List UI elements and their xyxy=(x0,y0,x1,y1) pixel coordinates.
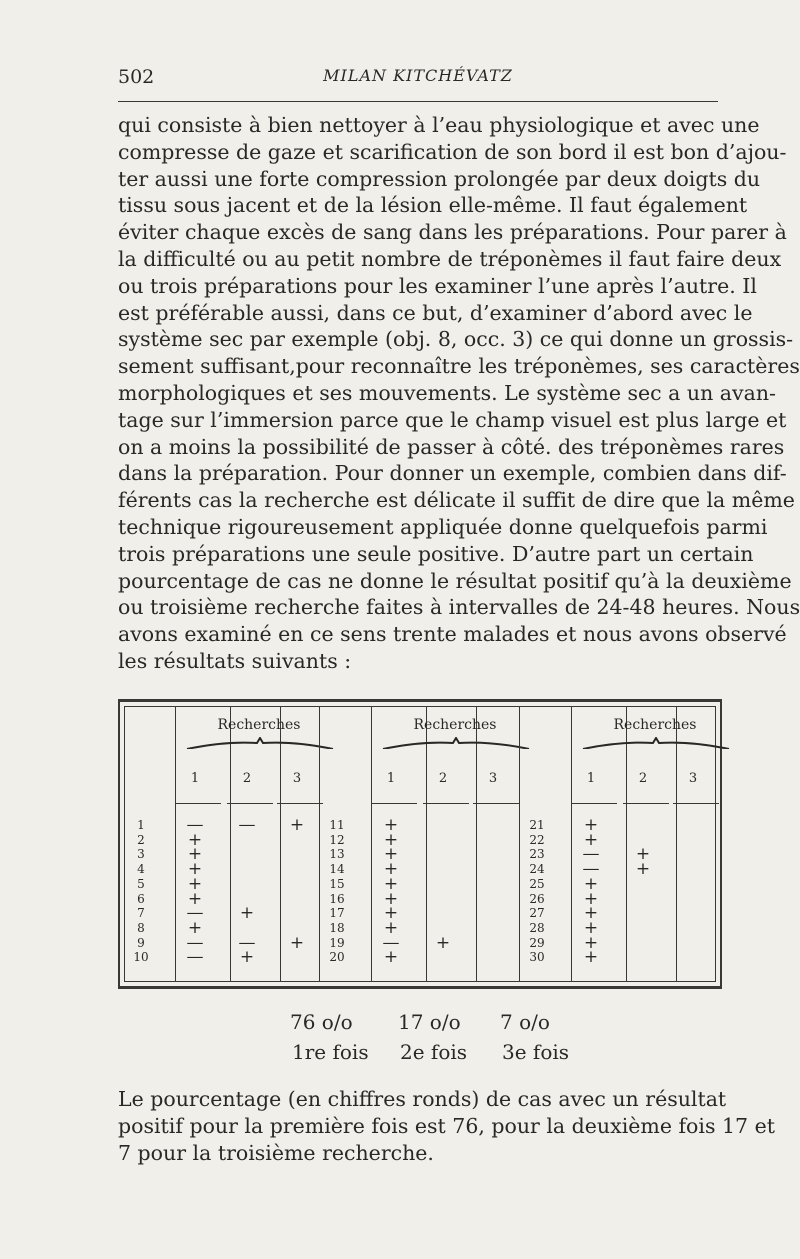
header-underline xyxy=(227,803,273,804)
column-header: 1 xyxy=(190,771,200,786)
row-number: 21 xyxy=(529,818,545,832)
row-number: 6 xyxy=(137,891,145,906)
result-mark: + xyxy=(583,829,599,850)
row-number: 9 xyxy=(137,935,145,950)
row-number: 11 xyxy=(329,818,345,832)
row-number: 20 xyxy=(329,950,345,965)
result-mark: + xyxy=(239,903,255,924)
result-mark: + xyxy=(383,888,399,909)
row-number: 10 xyxy=(133,950,149,965)
result-mark: — xyxy=(186,947,204,968)
text-line: ou troisième recherche faites à intervalles de 24-48 heures. Nous xyxy=(118,595,800,620)
result-mark: + xyxy=(583,888,599,909)
result-mark: + xyxy=(583,903,599,924)
brace-icon xyxy=(381,737,531,749)
row-number: 15 xyxy=(329,876,345,891)
header-underline xyxy=(423,803,469,804)
results-table xyxy=(118,699,722,989)
summary-label: 1re fois xyxy=(292,1040,369,1064)
header-underline xyxy=(571,803,617,804)
text-line: pourcentage de cas ne donne le résultat positif qu’à la deuxième xyxy=(118,568,792,593)
column-header: 2 xyxy=(242,771,252,786)
summary-label: 2e fois xyxy=(400,1040,468,1064)
column-header: 2 xyxy=(638,771,648,786)
brace-icon xyxy=(581,737,731,749)
result-mark: + xyxy=(383,859,399,880)
result-mark: + xyxy=(289,932,305,953)
result-mark: + xyxy=(383,917,399,938)
header-underline xyxy=(371,803,417,804)
text-line: tissu sous jacent et de la lésion elle-même. Il faut également xyxy=(118,193,748,218)
row-number: 13 xyxy=(329,847,345,862)
row-number: 28 xyxy=(529,920,545,935)
header-underline xyxy=(673,803,719,804)
result-mark: + xyxy=(383,947,399,968)
header-underline xyxy=(277,803,323,804)
header-underline xyxy=(623,803,669,804)
result-mark: + xyxy=(383,829,399,850)
header-rule xyxy=(118,101,718,102)
row-number: 29 xyxy=(529,935,545,950)
text-line: avons examiné en ce sens trente malades et nous avons observé xyxy=(118,622,787,647)
result-mark: + xyxy=(187,873,203,894)
result-mark: + xyxy=(289,815,305,835)
text-line: technique rigoureusement appliquée donne quelquefois parmi xyxy=(118,514,768,539)
text-line: tage sur l’immersion parce que le champ visuel est plus large et xyxy=(118,407,787,432)
result-mark: + xyxy=(635,859,651,880)
column-header: 3 xyxy=(688,771,698,786)
row-number: 5 xyxy=(137,876,145,891)
page-header xyxy=(118,66,718,92)
row-number: 25 xyxy=(529,876,545,891)
table-frame xyxy=(124,706,716,982)
result-mark: — xyxy=(238,815,256,835)
text-line: est préférable aussi, dans ce but, d’examiner d’abord avec le xyxy=(118,300,753,325)
summary-percent: 17 o/o xyxy=(398,1010,461,1034)
column-header: 3 xyxy=(488,771,498,786)
row-number: 19 xyxy=(329,935,345,950)
text-line: férents cas la recherche est délicate il suffit de dire que la même xyxy=(118,488,795,513)
row-number: 24 xyxy=(529,862,545,877)
text-line: ter aussi une forte compression prolongée par deux doigts du xyxy=(118,166,761,191)
text-line: trois préparations une seule positive. D’autre part un certain xyxy=(118,541,754,566)
text-line: dans la préparation. Pour donner un exemple, combien dans dif- xyxy=(118,461,787,486)
result-mark: — xyxy=(582,844,600,865)
text-line: on a moins la possibilité de passer à côté. des tréponèmes rares xyxy=(118,434,785,459)
result-mark: + xyxy=(435,932,451,953)
recherches-header: Recherches xyxy=(413,717,497,733)
result-mark: + xyxy=(583,917,599,938)
row-number: 22 xyxy=(529,832,545,847)
row-number: 18 xyxy=(329,920,345,935)
row-number: 27 xyxy=(529,906,545,921)
brace-icon xyxy=(185,737,335,749)
text-line: 7 pour la troisième recherche. xyxy=(118,1141,434,1165)
column-header: 2 xyxy=(438,771,448,786)
row-number: 17 xyxy=(329,906,345,921)
result-mark: + xyxy=(583,932,599,953)
summary-label: 3e fois xyxy=(502,1040,570,1064)
recherches-header: Recherches xyxy=(613,717,697,733)
column-header: 3 xyxy=(292,771,302,786)
text-line: éviter chaque excès de sang dans les préparations. Pour parer à xyxy=(118,220,787,245)
recherches-header: Recherches xyxy=(217,717,301,733)
text-line: Le pourcentage (en chiffres ronds) de cas avec un résultat xyxy=(118,1087,727,1111)
row-number: 26 xyxy=(529,891,545,906)
result-mark: + xyxy=(383,844,399,865)
row-number: 12 xyxy=(329,832,345,847)
result-mark: — xyxy=(186,903,204,924)
result-mark: + xyxy=(187,844,203,865)
running-head: MILAN KITCHÉVATZ xyxy=(323,66,513,85)
main-text xyxy=(118,112,800,675)
result-mark: + xyxy=(635,844,651,865)
text-line: qui consiste à bien nettoyer à l’eau physiologique et avec une xyxy=(118,113,760,137)
text-line: compresse de gaze et scarification de son bord il est bon d’ajou- xyxy=(118,139,787,164)
row-number: 7 xyxy=(137,906,145,921)
text-line: la difficulté ou au petit nombre de tréponèmes il faut faire deux xyxy=(118,246,782,271)
row-number: 4 xyxy=(137,862,145,877)
row-number: 3 xyxy=(137,847,145,862)
text-line: les résultats suivants : xyxy=(118,648,352,673)
result-mark: + xyxy=(383,903,399,924)
result-mark: + xyxy=(583,947,599,968)
result-mark: + xyxy=(583,815,599,835)
result-mark: + xyxy=(187,829,203,850)
text-line: positif pour la première fois est 76, pour la deuxième fois 17 et xyxy=(118,1114,775,1138)
result-mark: + xyxy=(239,947,255,968)
header-underline xyxy=(175,803,221,804)
result-mark: — xyxy=(186,932,204,953)
header-underline xyxy=(473,803,519,804)
column-header: 1 xyxy=(386,771,396,786)
conclusion-paragraph xyxy=(118,1086,775,1167)
result-mark: + xyxy=(383,873,399,894)
text-line: morphologiques et ses mouvements. Le système sec a un avan- xyxy=(118,380,776,405)
text-line: système sec par exemple (obj. 8, occ. 3) ce qui donne un grossis- xyxy=(118,327,794,352)
result-mark: + xyxy=(187,888,203,909)
text-line: ou trois préparations pour les examiner l’une après l’autre. Il xyxy=(118,273,757,298)
row-number: 14 xyxy=(329,862,345,877)
result-mark: — xyxy=(382,932,400,953)
result-mark: + xyxy=(383,815,399,835)
row-number: 23 xyxy=(529,847,545,862)
row-number: 30 xyxy=(529,950,545,965)
result-mark: + xyxy=(583,873,599,894)
result-mark: + xyxy=(187,859,203,880)
summary-percent: 7 o/o xyxy=(500,1010,550,1034)
row-number: 8 xyxy=(137,920,145,935)
page-number: 502 xyxy=(118,66,155,88)
result-mark: — xyxy=(238,932,256,953)
result-mark: + xyxy=(187,917,203,938)
row-number: 16 xyxy=(329,891,345,906)
column-header: 1 xyxy=(586,771,596,786)
summary-percent: 76 o/o xyxy=(290,1010,353,1034)
result-mark: — xyxy=(186,815,204,835)
row-number: 2 xyxy=(137,832,145,847)
result-mark: — xyxy=(582,859,600,880)
text-line: sement suffisant,pour reconnaître les tréponèmes, ses caractères xyxy=(118,354,800,379)
row-number: 1 xyxy=(137,818,145,832)
